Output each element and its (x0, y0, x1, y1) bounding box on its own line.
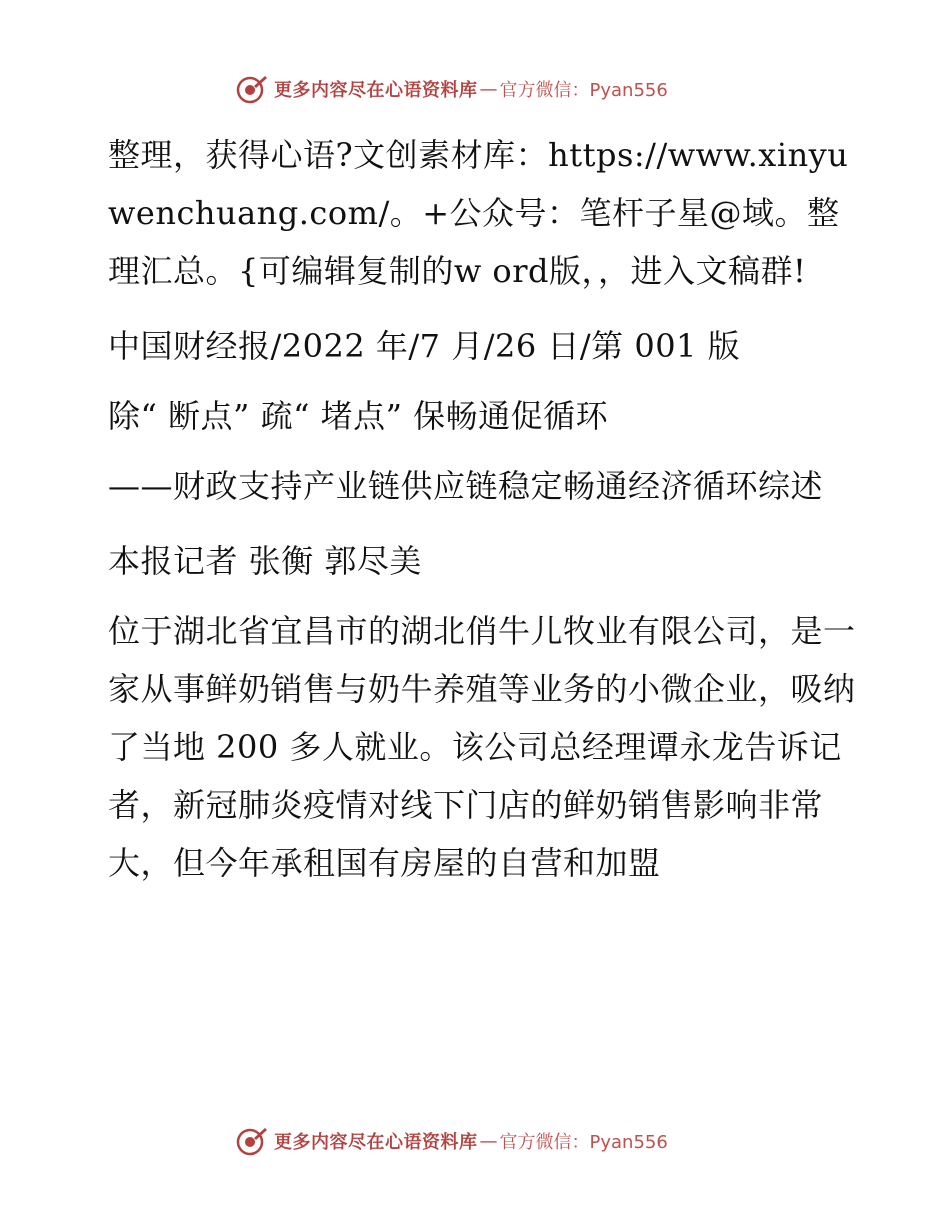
byline: 本报记者 张衡 郭尽美 (108, 542, 422, 580)
pen-circle-logo-icon (236, 73, 268, 105)
watermark-brand-text: 更多内容尽在心语资料库 (274, 1132, 478, 1153)
subheadline: ——财政支持产业链供应链稳定畅通经济循环综述 (108, 467, 824, 505)
pen-circle-logo-icon (236, 1125, 268, 1157)
watermark-separator: — (479, 78, 498, 100)
watermark-contact-text: 官方微信：Pyan556 (499, 80, 668, 101)
watermark-separator: — (479, 1130, 498, 1152)
watermark-brand-text: 更多内容尽在心语资料库 (274, 80, 478, 101)
intro-paragraph: 整理，获得心语?文创素材库：https://www.xinyuwenchuang.com/。+公众号：笔杆子星@域。整理汇总。{可编辑复制的w ord版，，进入文稿群! (108, 136, 849, 290)
top-watermark (236, 72, 668, 106)
bottom-watermark (236, 1124, 668, 1158)
dateline: 中国财经报/2022 年/7 月/26 日/第 001 版 (108, 327, 741, 365)
body-paragraph: 位于湖北省宜昌市的湖北俏牛儿牧业有限公司，是一家从事鲜奶销售与奶牛养殖等业务的小微企业，吸纳了当地 200 多人就业。该公司总经理谭永龙告诉记者，新冠肺炎疫情对线下门店的鲜奶销售影响非常大，但今年承租国有房屋的自营和加盟 (108, 612, 856, 882)
headline: 除“ 断点” 疏“ 堵点” 保畅通促循环 (108, 397, 609, 435)
document-content (98, 126, 858, 909)
watermark-contact-text: 官方微信：Pyan556 (499, 1132, 668, 1153)
